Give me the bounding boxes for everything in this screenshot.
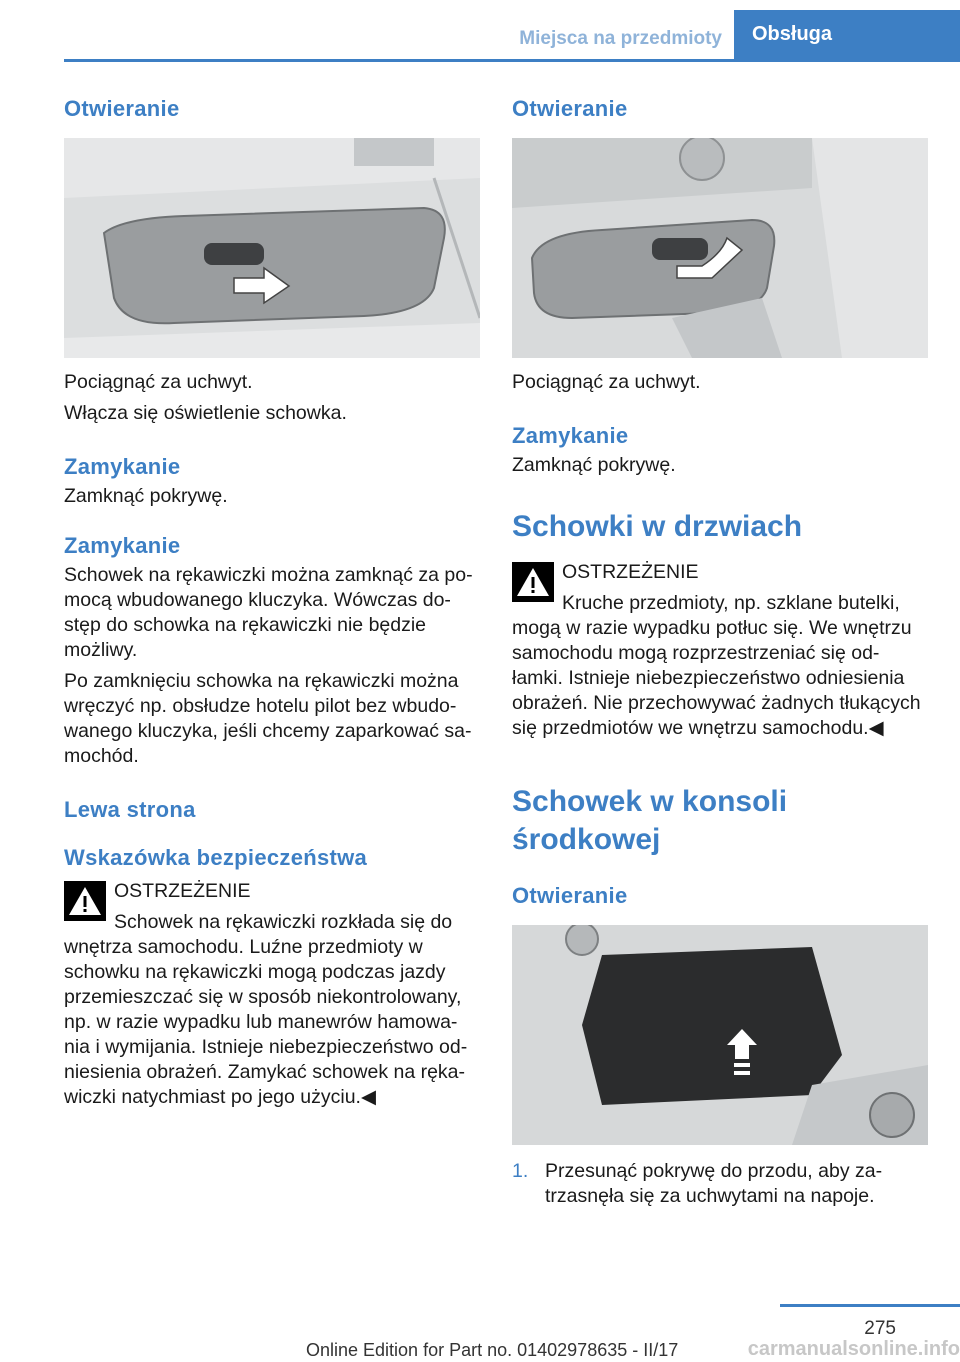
heading-safety-note: Wskazówka bezpieczeństwa [64, 845, 368, 870]
console-photo [512, 925, 928, 1145]
paragraph: Zamknąć pokrywę. [512, 454, 676, 476]
paragraph: Po zamknięciu schowka na rękawiczki można wręczyć np. obsłudze hotelu pilot bez wbudo-wanego kluczyka, jeśli chcemy zaparkować sa-mochód. [64, 670, 472, 767]
heading-opening: Otwieranie [512, 883, 628, 908]
heading-center-console: Schowek w konsoli środkowej [512, 785, 788, 856]
page-number: 275 [864, 1318, 896, 1339]
numbered-step [512, 1159, 928, 1209]
warning-triangle-icon [64, 881, 106, 921]
chapter-tab: Obsługa [734, 10, 960, 59]
step-text: Przesunąć pokrywę do przodu, aby za-trzasnęła się za uchwytami na napoje. [545, 1160, 883, 1207]
warning-triangle-icon [512, 562, 554, 602]
paragraph: Zamknąć pokrywę. [64, 485, 228, 507]
heading-door-compartments: Schowki w drzwiach [512, 510, 803, 543]
heading-opening: Otwieranie [512, 96, 628, 121]
edition-footer: Online Edition for Part no. 01402978635 - II/17 [306, 1340, 679, 1360]
left-column [64, 96, 480, 1110]
heading-locking: Zamykanie [64, 533, 181, 558]
heading-left-side: Lewa strona [64, 797, 196, 822]
step-number: 1. [512, 1160, 529, 1182]
footer-rule [780, 1304, 960, 1307]
warning-title: OSTRZEŻENIE [114, 880, 251, 902]
watermark: carmanualsonline.info [747, 1338, 960, 1360]
paragraph: Schowek na rękawiczki można zamknąć za po-mocą wbudowanego kluczyka. Wówczas do-stęp do schowka na rękawiczki nie będzie możliwy. [64, 564, 473, 661]
warning-box [512, 560, 928, 585]
heading-closing: Zamykanie [64, 454, 181, 479]
paragraph: Pociągnąć za uchwyt. [64, 371, 253, 393]
warning-text: Kruche przedmioty, np. szklane butelki, mogą w razie wypadku potłuc się. We wnętrzu samochodu mogą rozprzestrzeniać się od-łamki. Istnieje niebezpieczeństwo odniesienia obrażeń. Nie przechowywać żadnych tłukących się przedmiotów we wnętrzu samochodu.◀ [512, 592, 921, 739]
section-breadcrumb: Miejsca na przedmioty [519, 28, 722, 49]
warning-title: OSTRZEŻENIE [562, 561, 699, 583]
heading-opening: Otwieranie [64, 96, 180, 121]
header-rule [64, 59, 960, 62]
paragraph: Włącza się oświetlenie schowka. [64, 402, 347, 424]
page-header [0, 0, 960, 62]
heading-closing: Zamykanie [512, 423, 629, 448]
warning-text: Schowek na rękawiczki rozkłada się do wnętrza samochodu. Luźne przedmioty w schowku na rękawiczki mogą podczas jazdy przemieszczać się w sposób niekontrolowany, np. w razie wypadku lub manewrów hamowa-nia i wymijania. Istnieje niebezpieczeństwo od-niesienia obrażeń. Zamykać schowek na ręka-wiczki natychmiast po jego użyciu.◀ [64, 911, 468, 1108]
glovebox-right-photo [512, 138, 928, 358]
right-column [512, 96, 928, 1209]
paragraph: Pociągnąć za uchwyt. [512, 371, 701, 393]
glovebox-photo [64, 138, 480, 358]
warning-box [64, 879, 480, 904]
